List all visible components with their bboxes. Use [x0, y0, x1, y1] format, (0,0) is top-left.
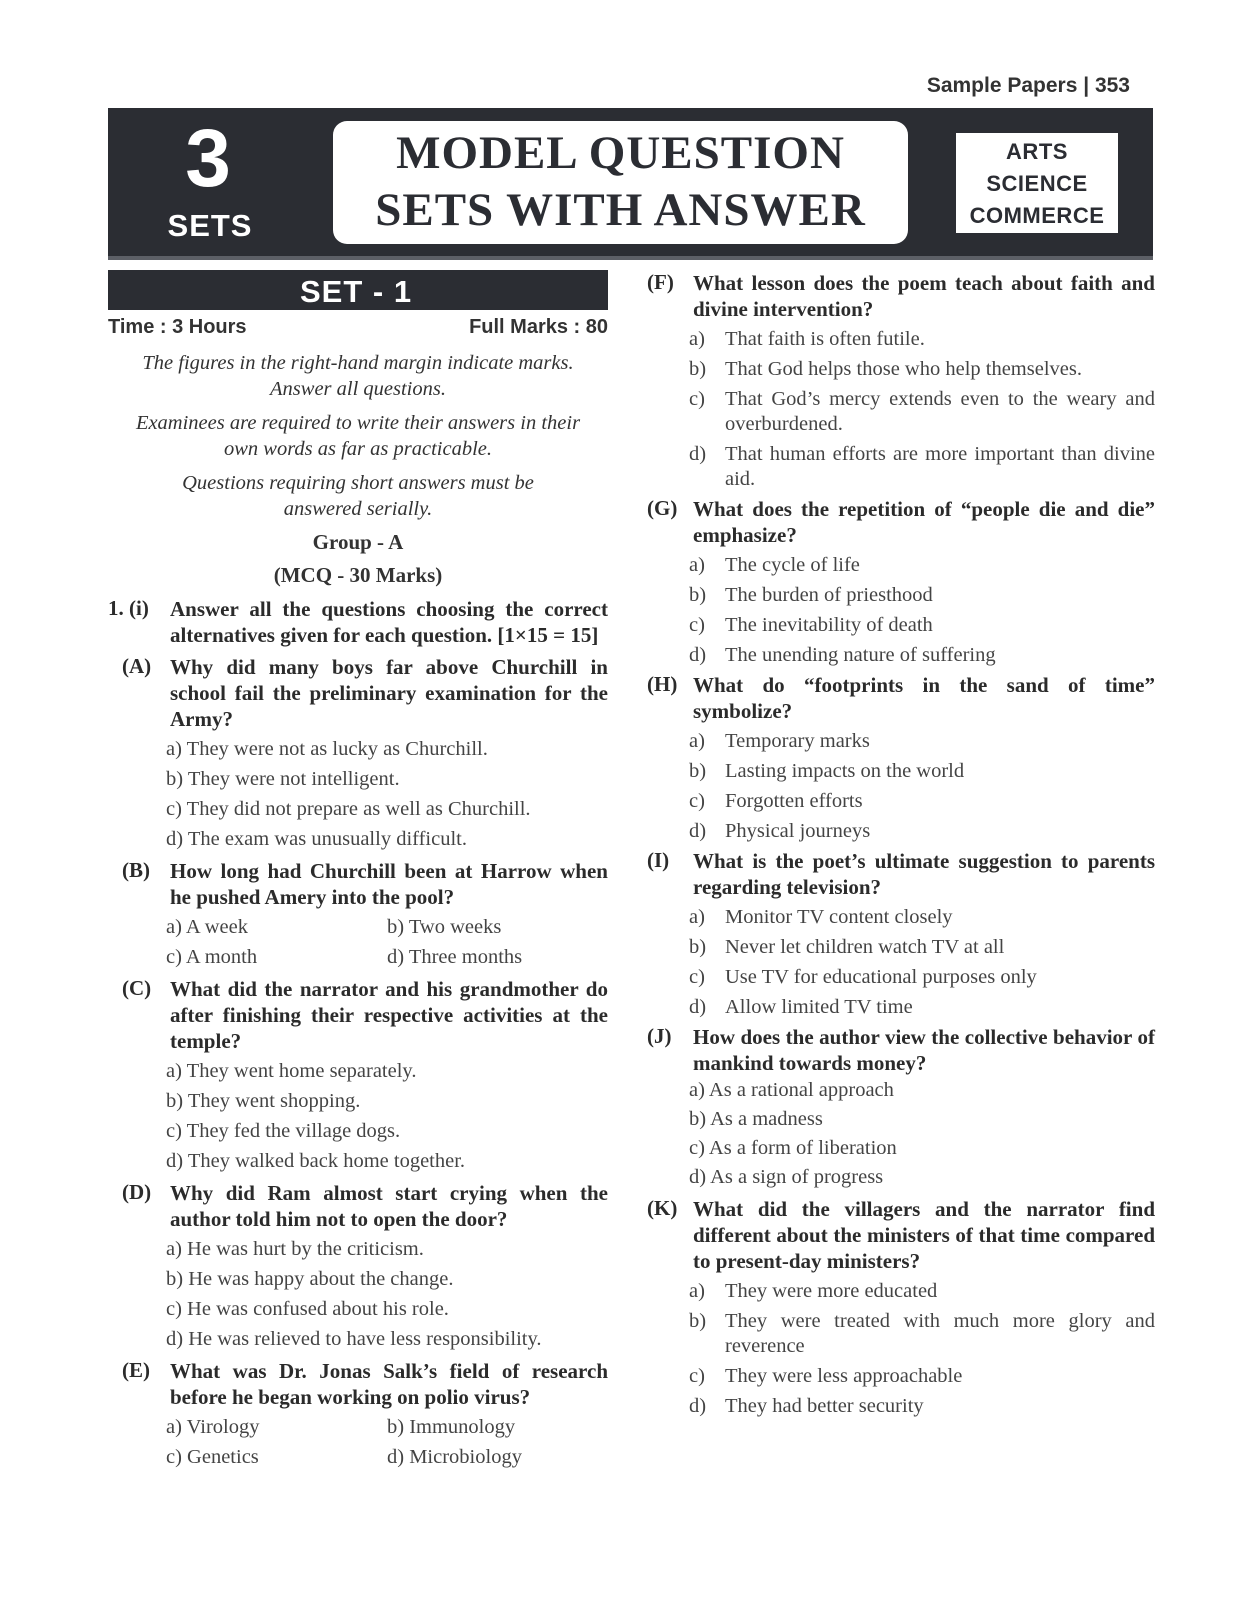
- question-text: How does the author view the collective behavior of mankind towards money?: [693, 1025, 1155, 1075]
- option-text: The unending nature of suffering: [725, 644, 996, 666]
- question-text: What is the poet’s ultimate suggestion to parents regarding television?: [693, 849, 1155, 899]
- question-h: [647, 672, 1155, 844]
- question-1-instruction: [108, 596, 608, 648]
- set-title-bar: [108, 270, 608, 310]
- option: b) Immunology: [387, 1416, 516, 1438]
- option-text: Never let children watch TV at all: [725, 936, 1005, 958]
- option: b) They were not intelligent.: [166, 768, 400, 790]
- option: c) They did not prepare as well as Churchill.: [166, 798, 531, 820]
- question-text: What was Dr. Jonas Salk’s field of research before he began working on polio virus?: [170, 1359, 608, 1409]
- group-heading: Group - A: [312, 530, 404, 554]
- option: [689, 995, 1155, 1020]
- stream-arts: ARTS: [1006, 139, 1068, 164]
- option: d) The exam was unusually difficult.: [166, 828, 467, 850]
- option: [689, 729, 1155, 754]
- question-label: (J): [647, 1024, 672, 1048]
- question-label: (C): [122, 976, 152, 1000]
- option: d) Microbiology: [387, 1446, 522, 1468]
- sets-count: 3: [185, 113, 231, 204]
- sets-label: SETS: [167, 208, 253, 243]
- option: a) He was hurt by the criticism.: [166, 1238, 424, 1260]
- question-f: [647, 270, 1155, 492]
- option-key: c): [689, 1365, 705, 1387]
- page-header: Sample Papers | 353: [926, 74, 1130, 97]
- option: c) As a form of liberation: [689, 1137, 897, 1159]
- question-j: [647, 1024, 1155, 1192]
- group-subheading: (MCQ - 30 Marks): [273, 563, 443, 587]
- option-text: That faith is often futile.: [725, 328, 925, 350]
- exam-time: Time : 3 Hours: [108, 316, 247, 338]
- option: [689, 613, 1155, 638]
- option: [689, 553, 1155, 578]
- options: [166, 1412, 608, 1472]
- option: [689, 357, 1155, 382]
- option-text: The cycle of life: [725, 554, 860, 576]
- options: [689, 905, 1155, 1020]
- question-label: (B): [122, 858, 150, 882]
- option: a) They went home separately.: [166, 1060, 417, 1082]
- option: [689, 327, 1155, 352]
- option: a) A week: [166, 916, 248, 938]
- question-a: [108, 654, 608, 854]
- option: a) As a rational approach: [689, 1079, 894, 1101]
- option-key: b): [689, 358, 707, 380]
- option-text: They were less approachable: [725, 1365, 963, 1387]
- option: [689, 1364, 1155, 1389]
- option-key: a): [689, 906, 705, 928]
- option: [689, 759, 1155, 784]
- question-text: What does the repetition of “people die and die” emphasize?: [693, 497, 1155, 547]
- option-text: Forgotten efforts: [725, 790, 863, 812]
- stream-commerce: COMMERCE: [969, 203, 1105, 228]
- option-text: Temporary marks: [725, 730, 870, 752]
- options: [689, 1279, 1155, 1419]
- question-k: [647, 1196, 1155, 1419]
- option-key: c): [689, 790, 705, 812]
- question-text: What do “footprints in the sand of time” symbolize?: [693, 673, 1155, 723]
- question-g: [647, 496, 1155, 668]
- option: c) He was confused about his role.: [166, 1298, 449, 1320]
- options: [166, 734, 608, 854]
- option-text: The burden of priesthood: [725, 584, 933, 606]
- instruction: Examinees are required to write their answers in their own words as far as practicable.: [135, 412, 581, 460]
- exam-meta: [108, 310, 608, 342]
- options: [689, 1076, 1155, 1192]
- option-key: d): [689, 443, 707, 465]
- option: [689, 1309, 1155, 1359]
- options: [689, 327, 1155, 492]
- option: d) As a sign of progress: [689, 1166, 884, 1188]
- option: a) They were not as lucky as Churchill.: [166, 738, 488, 760]
- question-label: (F): [647, 270, 674, 294]
- option: b) As a madness: [689, 1108, 823, 1130]
- option-key: b): [689, 584, 707, 606]
- options: [689, 553, 1155, 668]
- banner-title: [333, 121, 908, 244]
- option-text: They were treated with much more glory and reverence: [725, 1310, 1155, 1357]
- question-text: Answer all the questions choosing the correct alternatives given for each question. [1×15 = 15]: [170, 597, 608, 647]
- option: [689, 935, 1155, 960]
- option-text: Lasting impacts on the world: [725, 760, 965, 782]
- question-text: What did the villagers and the narrator find different about the ministers of that time compared to present-day ministers?: [693, 1197, 1155, 1273]
- option-text: Use TV for educational purposes only: [725, 966, 1037, 988]
- option-text: The inevitability of death: [725, 614, 933, 636]
- option: [689, 1279, 1155, 1304]
- question-label: 1. (i): [108, 596, 149, 620]
- option-text: Allow limited TV time: [725, 996, 913, 1018]
- option: a) Virology: [166, 1416, 260, 1438]
- option: b) Two weeks: [387, 916, 502, 938]
- option: d) Three months: [387, 946, 523, 968]
- option: [689, 965, 1155, 990]
- banner-title-line-2: SETS WITH ANSWER: [375, 184, 866, 236]
- option: [689, 1394, 1155, 1419]
- question-text: How long had Churchill been at Harrow when he pushed Amery into the pool?: [170, 859, 608, 909]
- option: b) They went shopping.: [166, 1090, 361, 1112]
- option: [689, 905, 1155, 930]
- option-text: That God helps those who help themselves.: [725, 358, 1082, 380]
- option-key: b): [689, 1310, 707, 1332]
- full-marks: Full Marks : 80: [469, 316, 608, 338]
- option: [689, 819, 1155, 844]
- title-banner: [108, 108, 1153, 260]
- question-c: [108, 976, 608, 1176]
- option-text: Monitor TV content closely: [725, 906, 953, 928]
- question-label: (G): [647, 496, 678, 520]
- option: [689, 442, 1155, 492]
- option-text: Physical journeys: [725, 820, 871, 842]
- option: [689, 583, 1155, 608]
- question-text: What did the narrator and his grandmother do after finishing their respective activities at the temple?: [170, 977, 608, 1053]
- option-key: d): [689, 820, 707, 842]
- option-key: a): [689, 730, 705, 752]
- option: c) A month: [166, 946, 258, 968]
- option-key: b): [689, 760, 707, 782]
- options: [166, 1234, 608, 1354]
- options: [689, 729, 1155, 844]
- option: d) He was relieved to have less responsibility.: [166, 1328, 542, 1350]
- option: c) Genetics: [166, 1446, 259, 1468]
- option-key: c): [689, 388, 705, 410]
- question-label: (A): [122, 654, 152, 678]
- question-text: Why did many boys far above Churchill in school fail the preliminary examination for the Army?: [170, 655, 608, 731]
- option: d) They walked back home together.: [166, 1150, 466, 1172]
- option-key: d): [689, 996, 707, 1018]
- question-text: What lesson does the poem teach about faith and divine intervention?: [693, 271, 1155, 321]
- option-key: a): [689, 328, 705, 350]
- question-text: Why did Ram almost start crying when the author told him not to open the door?: [170, 1181, 608, 1231]
- banner-title-line-1: MODEL QUESTION: [396, 127, 845, 179]
- option-key: c): [689, 614, 705, 636]
- option-key: d): [689, 1395, 707, 1417]
- option: [689, 387, 1155, 437]
- option-key: b): [689, 936, 707, 958]
- option: [689, 643, 1155, 668]
- question-label: (D): [122, 1180, 152, 1204]
- question-label: (H): [647, 672, 678, 696]
- set-title: SET - 1: [300, 274, 413, 309]
- options: [166, 912, 608, 972]
- option: c) They fed the village dogs.: [166, 1120, 401, 1142]
- question-e: [108, 1358, 608, 1472]
- option: b) He was happy about the change.: [166, 1268, 454, 1290]
- streams-box: [956, 133, 1118, 233]
- option-key: c): [689, 966, 705, 988]
- question-label: (E): [122, 1358, 150, 1382]
- question-d: [108, 1180, 608, 1354]
- question-b: [108, 858, 608, 972]
- question-label: (I): [647, 848, 670, 872]
- option-text: That human efforts are more important than divine aid.: [725, 443, 1155, 490]
- left-column: [108, 270, 608, 1472]
- question-label: (K): [647, 1196, 678, 1220]
- right-column: [647, 270, 1155, 1423]
- option-text: They were more educated: [725, 1280, 938, 1302]
- question-i: [647, 848, 1155, 1020]
- option-key: a): [689, 1280, 705, 1302]
- option-text: They had better security: [725, 1395, 924, 1417]
- option: [689, 789, 1155, 814]
- instruction: Questions requiring short answers must be answered serially.: [182, 472, 534, 520]
- option-key: a): [689, 554, 705, 576]
- stream-science: SCIENCE: [986, 171, 1088, 196]
- options: [166, 1056, 608, 1176]
- option-text: That God’s mercy extends even to the weary and overburdened.: [725, 388, 1155, 435]
- instruction: The figures in the right-hand margin indicate marks. Answer all questions.: [142, 352, 574, 400]
- option-key: d): [689, 644, 707, 666]
